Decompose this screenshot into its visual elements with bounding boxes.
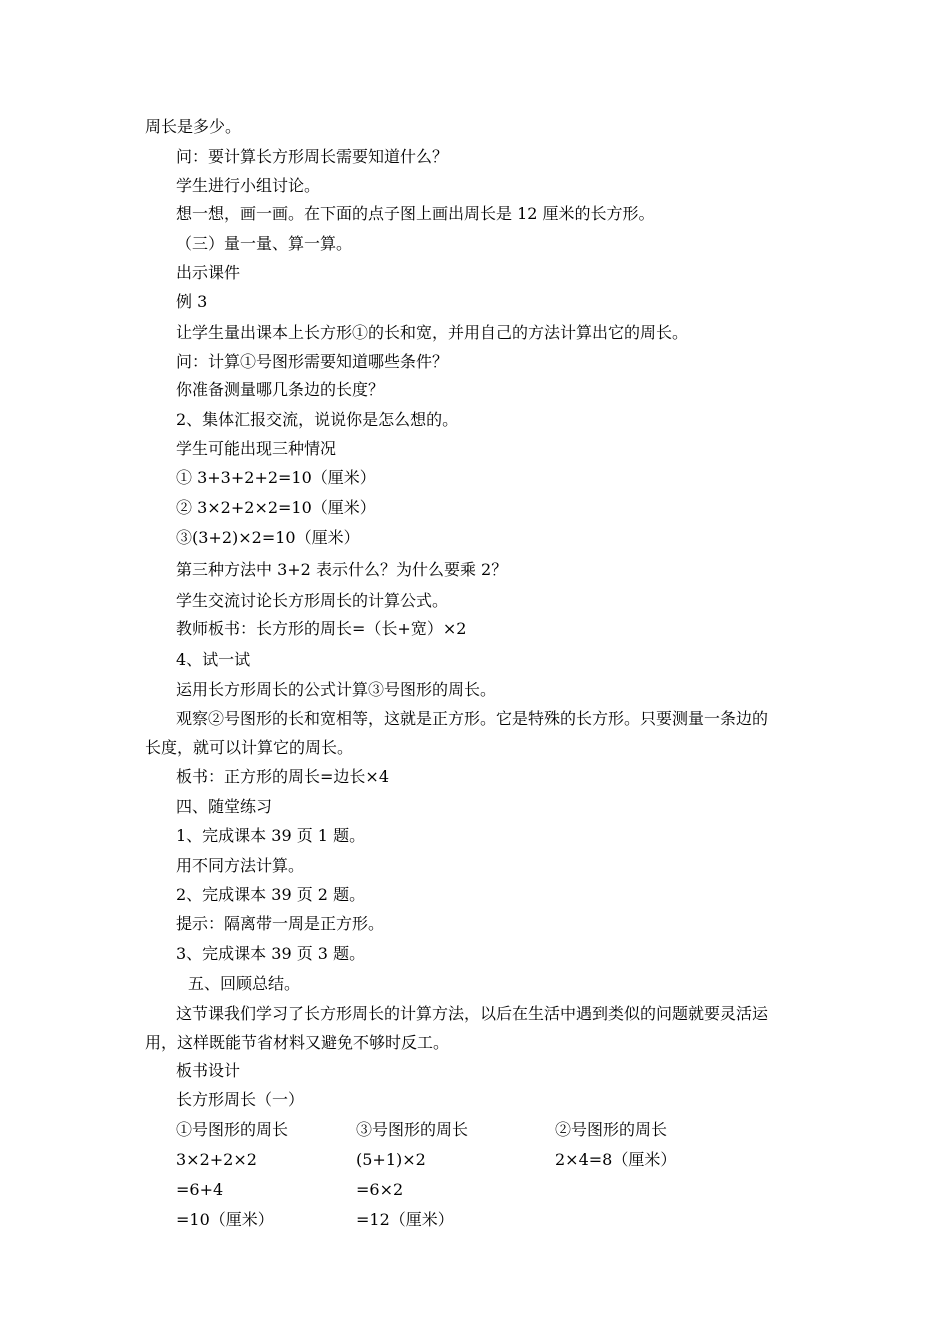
board-cell: =6+4 bbox=[176, 1180, 224, 1199]
text-line: 4、试一试 bbox=[176, 650, 251, 669]
text-line: 板书：正方形的周长=边长×4 bbox=[176, 767, 389, 786]
board-cell: 2×4=8（厘米） bbox=[555, 1150, 677, 1169]
text-line: 例 3 bbox=[176, 292, 208, 311]
board-cell: ②号图形的周长 bbox=[555, 1120, 668, 1139]
text-line: 板书设计 bbox=[176, 1061, 241, 1080]
text-line: 提示：隔离带一周是正方形。 bbox=[176, 914, 385, 933]
text-line: 1、完成课本 39 页 1 题。 bbox=[176, 826, 366, 845]
text-line: 出示课件 bbox=[176, 263, 241, 282]
text-line: 这节课我们学习了长方形周长的计算方法，以后在生活中遇到类似的问题就要灵活运 bbox=[176, 1004, 769, 1023]
text-line: 长度，就可以计算它的周长。 bbox=[145, 738, 354, 757]
text-line: 2、完成课本 39 页 2 题。 bbox=[176, 885, 366, 904]
text-line: 教师板书：长方形的周长=（长+宽）×2 bbox=[176, 619, 467, 638]
text-line: 第三种方法中 3+2 表示什么？为什么要乘 2？ bbox=[176, 560, 508, 579]
board-cell: =12（厘米） bbox=[356, 1210, 454, 1229]
formula-line: ① 3+3+2+2=10（厘米） bbox=[176, 468, 376, 487]
text-line: 运用长方形周长的公式计算③号图形的周长。 bbox=[176, 680, 497, 699]
board-cell: ③号图形的周长 bbox=[356, 1120, 469, 1139]
text-line: 让学生量出课本上长方形①的长和宽，并用自己的方法计算出它的周长。 bbox=[176, 323, 689, 342]
board-cell: 3×2+2×2 bbox=[176, 1150, 257, 1169]
board-cell: =6×2 bbox=[356, 1180, 404, 1199]
text-line: 学生交流讨论长方形周长的计算公式。 bbox=[176, 591, 449, 610]
section-heading: 五、回顾总结。 bbox=[188, 974, 301, 993]
text-line: 观察②号图形的长和宽相等，这就是正方形。它是特殊的长方形。只要测量一条边的 bbox=[176, 709, 769, 728]
text-line: 你准备测量哪几条边的长度？ bbox=[176, 380, 385, 399]
text-line: 学生进行小组讨论。 bbox=[176, 176, 321, 195]
text-line: 用，这样既能节省材料又避免不够时反工。 bbox=[145, 1033, 450, 1052]
section-heading: （三）量一量、算一算。 bbox=[176, 234, 353, 253]
text-line: 问：计算①号图形需要知道哪些条件？ bbox=[176, 352, 449, 371]
text-line: 学生可能出现三种情况 bbox=[176, 439, 337, 458]
text-line: 用不同方法计算。 bbox=[176, 856, 305, 875]
text-line: 问：要计算长方形周长需要知道什么？ bbox=[176, 147, 449, 166]
text-line: 长方形周长（一） bbox=[176, 1090, 305, 1109]
formula-line: ③(3+2)×2=10（厘米） bbox=[176, 528, 360, 547]
board-cell: ①号图形的周长 bbox=[176, 1120, 289, 1139]
formula-line: ② 3×2+2×2=10（厘米） bbox=[176, 498, 376, 517]
text-line: 3、完成课本 39 页 3 题。 bbox=[176, 944, 366, 963]
text-line: 2、集体汇报交流，说说你是怎么想的。 bbox=[176, 410, 459, 429]
text-line: 想一想，画一画。在下面的点子图上画出周长是 12 厘米的长方形。 bbox=[176, 204, 655, 223]
section-heading: 四、随堂练习 bbox=[176, 797, 273, 816]
board-cell: =10（厘米） bbox=[176, 1210, 274, 1229]
text-line: 周长是多少。 bbox=[145, 117, 242, 136]
board-cell: (5+1)×2 bbox=[356, 1150, 426, 1169]
